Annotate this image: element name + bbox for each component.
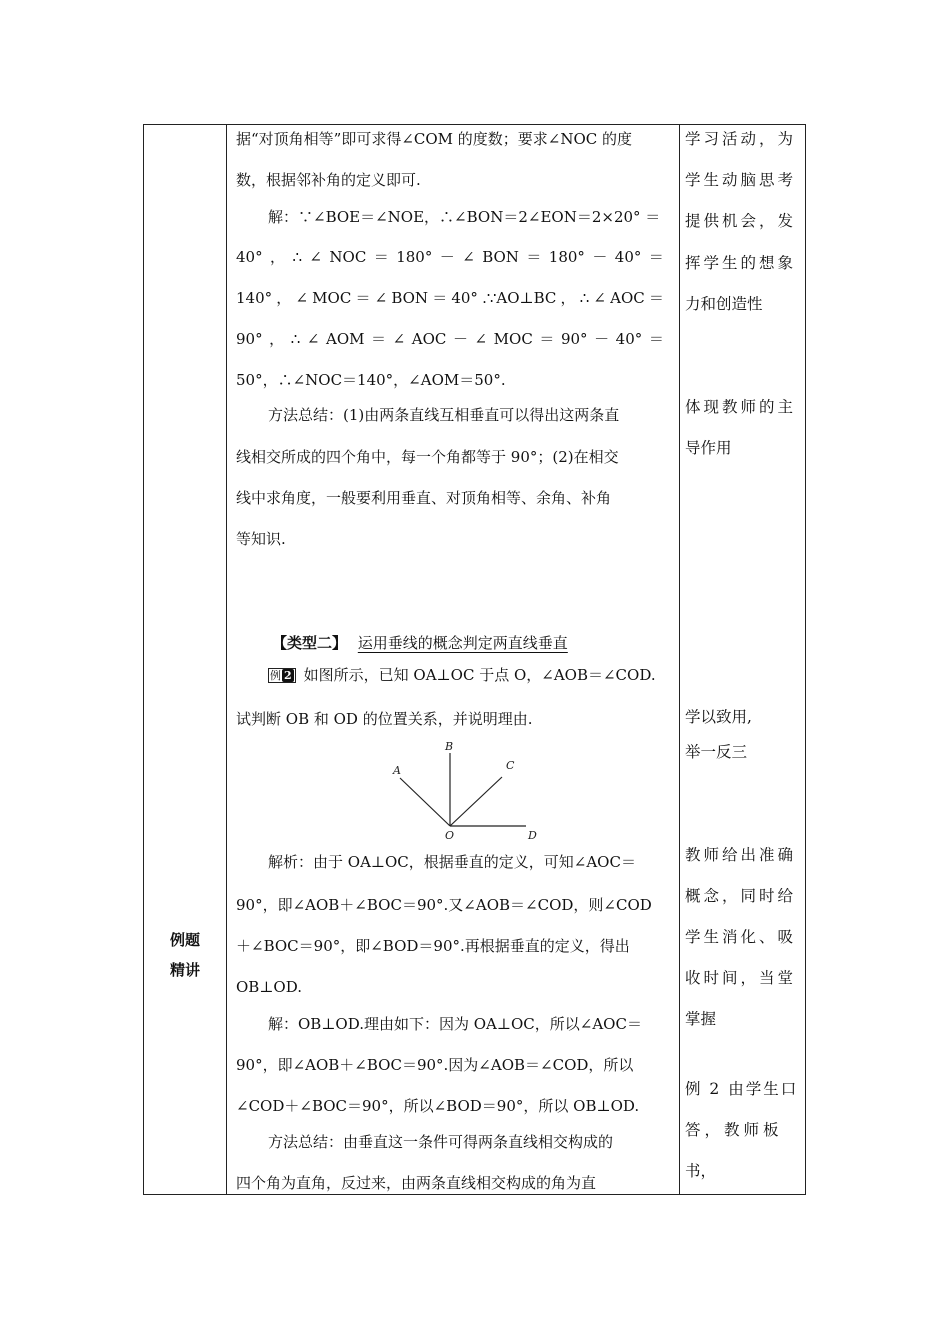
lesson-table: [143, 124, 806, 1195]
analysis-line: 90°，即∠AOB＋∠BOC＝90°.又∠AOB＝∠COD，则∠COD: [236, 896, 652, 914]
analysis-line: OB⊥OD.: [236, 978, 302, 996]
remark-line: 概念，同时给: [685, 887, 797, 905]
remark-line: 掌握: [685, 1010, 717, 1028]
figure-label-b: B: [445, 740, 454, 753]
section-label-line-1: 例题: [169, 931, 200, 949]
solution-line: 90°，即∠AOB＋∠BOC＝90°.因为∠AOB＝∠COD，所以: [236, 1056, 634, 1074]
remark-line: 体现教师的主: [685, 398, 797, 416]
summary-line: 四个角为直角，反过来，由两条直线相交构成的角为直: [236, 1174, 597, 1192]
geometry-figure: [394, 737, 554, 842]
solution-line: ∠COD＋∠BOC＝90°，所以∠BOD＝90°，所以 OB⊥OD.: [236, 1097, 640, 1115]
solution-line: 解：OB⊥OD.理由如下：因为 OA⊥OC，所以∠AOC＝: [268, 1015, 642, 1033]
ray-oa: [400, 778, 450, 826]
summary-line: 等知识.: [236, 530, 286, 548]
remark-line: 学以致用,: [685, 708, 752, 726]
solution-line: 解：∵∠BOE＝∠NOE，∴∠BON＝2∠EON＝2×20° ＝: [268, 208, 661, 226]
remark-line: 例 2 由学生口: [685, 1080, 799, 1098]
ray-oc: [450, 777, 502, 826]
figure-label-d: D: [528, 829, 537, 842]
solution-justified-row: 40° ， ∴ ∠ NOC ＝ 180° － ∠ BON ＝ 180° － 40° ＝: [236, 248, 664, 266]
remark-line: 书，: [685, 1162, 717, 1180]
summary-line: 方法总结：(1)由两条直线互相垂直可以得出这两条直: [268, 406, 620, 424]
remark-line: 答，教师板: [685, 1121, 783, 1139]
remark-line: 收时间，当堂: [685, 969, 797, 987]
type-title: 运用垂线的概念判定两直线垂直: [357, 634, 568, 652]
solution-line: 50°，∴∠NOC＝140°，∠AOM＝50°.: [236, 371, 506, 389]
analysis-line: 解析：由于 OA⊥OC，根据垂直的定义，可知∠AOC＝: [268, 853, 636, 871]
remark-line: 学习活动，为: [685, 130, 797, 148]
example-line: 例 2 如图所示，已知 OA⊥OC 于点 O，∠AOB＝∠COD.: [270, 666, 656, 684]
column-divider-1: [226, 125, 227, 1194]
section-label-column: [144, 125, 226, 1194]
analysis-line: ＋∠BOC＝90°，即∠BOD＝90°.再根据垂直的定义，得出: [236, 937, 630, 955]
remark-line: 提供机会，发: [685, 212, 797, 230]
remark-line: 学生消化、吸: [685, 928, 797, 946]
column-divider-2: [679, 125, 680, 1194]
figure-label-c: C: [506, 759, 515, 772]
solution-justified-row: 90° ， ∴ ∠ AOM ＝ ∠ AOC － ∠ MOC ＝ 90° － 40° ＝: [236, 330, 664, 348]
remark-line: 力和创造性: [685, 295, 763, 313]
text-line: 数，根据邻补角的定义即可.: [236, 171, 421, 189]
remark-line: 导作用: [685, 439, 732, 457]
section-label-line-2: 精讲: [169, 961, 200, 979]
summary-line: 线相交所成的四个角中，每一个角都等于 90°；(2)在相交: [236, 448, 619, 466]
figure-label-o: O: [445, 829, 455, 842]
text-line: 据“对顶角相等”即可求得∠COM 的度数；要求∠NOC 的度: [236, 130, 633, 148]
remark-line: 举一反三: [685, 743, 748, 761]
summary-line: 方法总结：由垂直这一条件可得两条直线相交构成的: [268, 1133, 614, 1151]
example-badge: 例 2: [268, 668, 296, 683]
example-line: 试判断 OB 和 OD 的位置关系，并说明理由.: [236, 710, 533, 728]
figure-label-a: A: [393, 764, 401, 777]
remark-line: 教师给出准确: [685, 846, 797, 864]
solution-justified-row: 140° ， ∠ MOC ＝ ∠ BON ＝ 40° .∵AO⊥BC ， ∴ ∠ AOC ＝: [236, 289, 664, 307]
type-heading: [272, 633, 568, 653]
section-label: [144, 925, 226, 985]
remark-line: 学生动脑思考: [685, 171, 797, 189]
remark-line: 挥学生的想象: [685, 254, 797, 272]
type-bracket: 【类型二】: [272, 634, 348, 652]
summary-line: 线中求角度，一般要利用垂直、对顶角相等、余角、补角: [236, 489, 612, 507]
